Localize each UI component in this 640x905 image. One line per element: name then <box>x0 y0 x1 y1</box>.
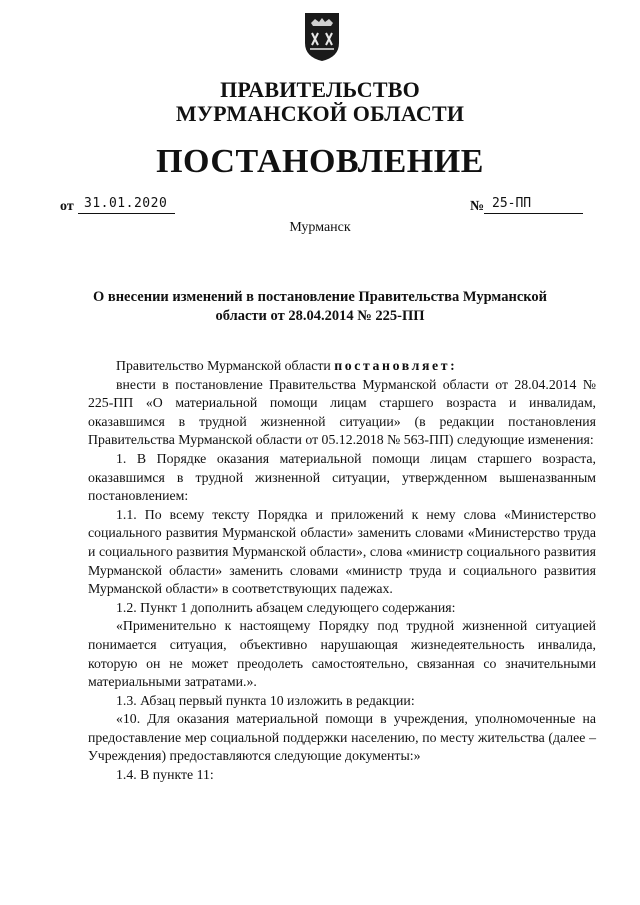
document-title <box>90 288 550 326</box>
paragraph: 1.2. Пункт 1 дополнить абзацем следующего содержания: <box>116 599 456 615</box>
date-field: 31.01.2020 <box>78 194 175 214</box>
organization-name <box>0 78 640 126</box>
paragraph: 1.1. По всему тексту Порядка и приложений к нему слова «Министерство социального развития Мурманской области» заменить словами «Министерство труда и социального развития Мурманской области», слова «министр социального развития Мурманской области» заменить словами «министр труда и социального развития Мурманской области» в соответствующих падежах. <box>88 506 596 597</box>
paragraph: «10. Для оказания материальной помощи в учреждения, уполномоченные на предоставление мер социальной поддержки населению, по месту жительства (далее – Учреждения) предоставляются следующие документы:» <box>88 711 596 764</box>
document-body <box>88 357 596 785</box>
paragraph: 1.4. В пункте 11: <box>116 767 214 783</box>
title-line-1: О внесении изменений в постановление Правительства Мурманской <box>92 289 548 305</box>
org-line-1: ПРАВИТЕЛЬСТВО <box>220 77 420 102</box>
intro-resolves: постановляет: <box>334 358 458 373</box>
number-field: 25-ПП <box>484 194 583 214</box>
coat-of-arms-icon <box>302 9 342 63</box>
document-type: ПОСТАНОВЛЕНИЕ <box>156 143 484 180</box>
title-line-2: области от 28.04.2014 № 225-ПП <box>215 308 425 324</box>
paragraph: 1. В Порядке оказания материальной помощи лицам старшего возраста, оказавшимся в трудной жизненной ситуации, утвержденном вышеназванным постановлением: <box>88 450 596 504</box>
paragraph: «Применительно к настоящему Порядку под трудной жизненной ситуацией понимается ситуация, объективно нарушающая жизнедеятельность инвалида, которую он не может преодолеть самостоятельно, связанная со значительными материальными затратами.». <box>88 618 596 690</box>
org-line-2: МУРМАНСКОЙ ОБЛАСТИ <box>175 101 465 126</box>
city-name: Мурманск <box>289 220 351 235</box>
paragraph: 1.3. Абзац первый пункта 10 изложить в редакции: <box>116 692 415 708</box>
intro-text: Правительство Мурманской области <box>116 358 335 373</box>
paragraph: внести в постановление Правительства Мурманской области от 28.04.2014 № 225-ПП «О материальной помощи лицам старшего возраста и инвалидам, оказавшимся в трудной жизненной ситуации» (в редакции постановления Правительства Мурманской области от 05.12.2018 № 563-ПП) следующие изменения: <box>88 376 596 448</box>
date-label: от <box>60 199 74 214</box>
paragraph-intro <box>88 357 596 376</box>
number-label: № <box>470 199 485 214</box>
